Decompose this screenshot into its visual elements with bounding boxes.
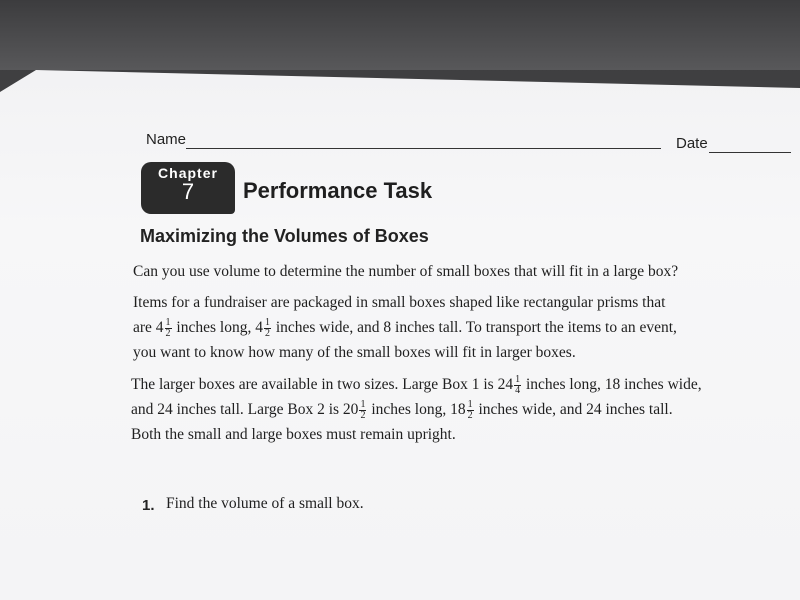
- fraction-one-half: [359, 400, 366, 421]
- name-label: Name: [146, 131, 187, 148]
- text-run: inches wide, and 8 inches tall. To transport the items to an event,: [271, 319, 677, 336]
- text-run: inches long, 18 inches wide,: [522, 376, 702, 393]
- fraction-denominator: 2: [467, 409, 473, 421]
- item-number: 1.: [142, 497, 155, 514]
- text-run: inches long, 4: [172, 319, 263, 336]
- chapter-number: 7: [181, 179, 195, 204]
- text-run: and 24 inches tall. Large Box 2 is 20: [131, 401, 359, 418]
- chapter-badge: [141, 162, 235, 214]
- fraction-numerator: 1: [360, 398, 366, 410]
- fraction-denominator: 2: [360, 409, 366, 421]
- paragraph-line: Both the small and large boxes must remain upright.: [131, 426, 456, 443]
- fraction-numerator: 1: [515, 373, 521, 385]
- paragraph-small-boxes: [133, 290, 677, 365]
- page-title: Performance Task: [243, 178, 433, 203]
- paragraph-line: Items for a fundraiser are packaged in small boxes shaped like rectangular prisms that: [133, 294, 666, 311]
- text-run: The larger boxes are available in two sizes. Large Box 1 is 24: [131, 376, 514, 393]
- fraction-one-fourth: [514, 375, 521, 396]
- fraction-numerator: 1: [264, 316, 270, 328]
- date-line: [709, 152, 791, 153]
- paragraph-line: [131, 372, 702, 397]
- paragraph-line: [133, 315, 677, 340]
- text-run: are 4: [133, 319, 164, 336]
- text-run: inches long, 18: [367, 401, 466, 418]
- text-run: inches wide, and 24 inches tall.: [474, 401, 673, 418]
- fraction-one-half: [165, 318, 172, 339]
- fraction-one-half: [467, 400, 474, 421]
- fraction-denominator: 2: [264, 327, 270, 339]
- fraction-numerator: 1: [467, 398, 473, 410]
- paragraph-line: [131, 397, 702, 422]
- paragraph-large-boxes: [131, 372, 702, 447]
- fraction-denominator: 4: [515, 384, 521, 396]
- paragraph-line: you want to know how many of the small boxes will fit in larger boxes.: [133, 344, 576, 361]
- fraction-numerator: 1: [165, 316, 171, 328]
- driving-question: Can you use volume to determine the number of small boxes that will fit in a large box?: [133, 263, 679, 280]
- fraction-denominator: 2: [165, 327, 171, 339]
- page-subtitle: Maximizing the Volumes of Boxes: [140, 226, 429, 246]
- chapter-word: Chapter: [158, 165, 218, 181]
- desk-background: [0, 0, 800, 70]
- name-line: [186, 148, 661, 149]
- date-label: Date: [676, 135, 708, 152]
- fraction-one-half: [264, 318, 271, 339]
- item-prompt: Find the volume of a small box.: [166, 495, 364, 512]
